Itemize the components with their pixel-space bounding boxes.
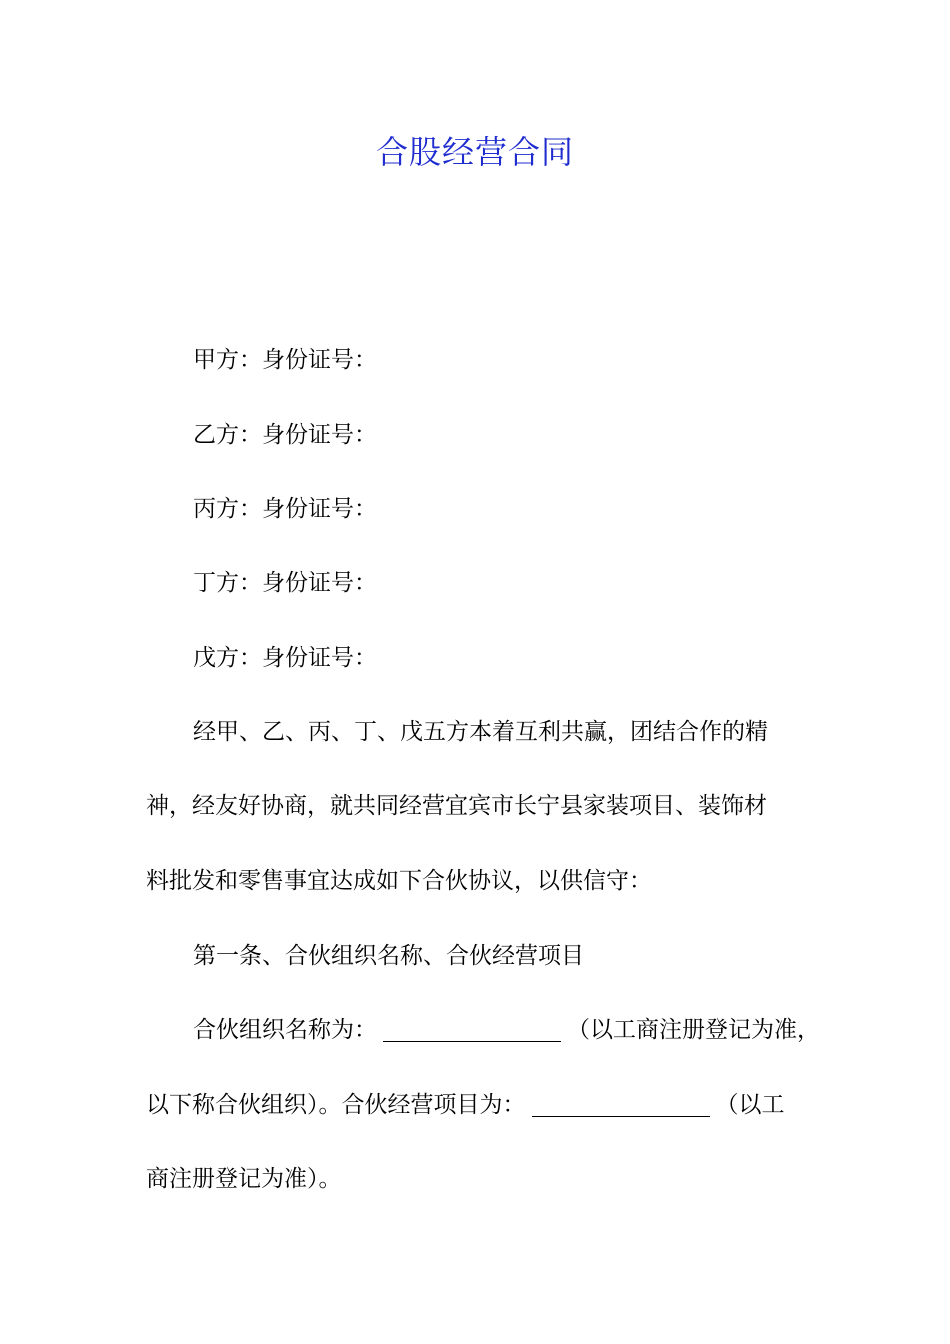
party-yi: 乙方：身份证号： — [193, 422, 377, 448]
intro-line-1: 经甲、乙、丙、丁、戊五方本着互利共赢，团结合作的精 — [193, 719, 768, 745]
party-bing: 丙方：身份证号： — [193, 496, 377, 522]
article-1-heading: 第一条、合伙组织名称、合伙经营项目 — [193, 943, 584, 969]
partnership-name-blank — [383, 1015, 561, 1042]
partnership-name-label: 合伙组织名称为： — [193, 1017, 377, 1043]
party-ding: 丁方：身份证号： — [193, 570, 377, 596]
party-wu: 戊方：身份证号： — [193, 645, 377, 671]
intro-line-3: 料批发和零售事宜达成如下合伙协议，以供信守： — [146, 868, 652, 894]
article-1-line-1 — [193, 1013, 836, 1047]
partnership-name-note: （以工商注册登记为准， — [567, 1017, 820, 1043]
article-1-line-2 — [146, 1088, 836, 1122]
intro-line-2: 神，经友好协商，就共同经营宜宾市长宁县家装项目、装饰材 — [146, 793, 767, 819]
document-title: 合股经营合同 — [375, 133, 574, 171]
article-1-line-3: 商注册登记为准）。 — [146, 1166, 342, 1192]
business-project-blank — [532, 1090, 710, 1117]
business-project-note: （以工 — [715, 1092, 785, 1118]
business-project-label: 以下称合伙组织）。合伙经营项目为： — [146, 1092, 526, 1118]
party-jia: 甲方：身份证号： — [193, 347, 377, 373]
